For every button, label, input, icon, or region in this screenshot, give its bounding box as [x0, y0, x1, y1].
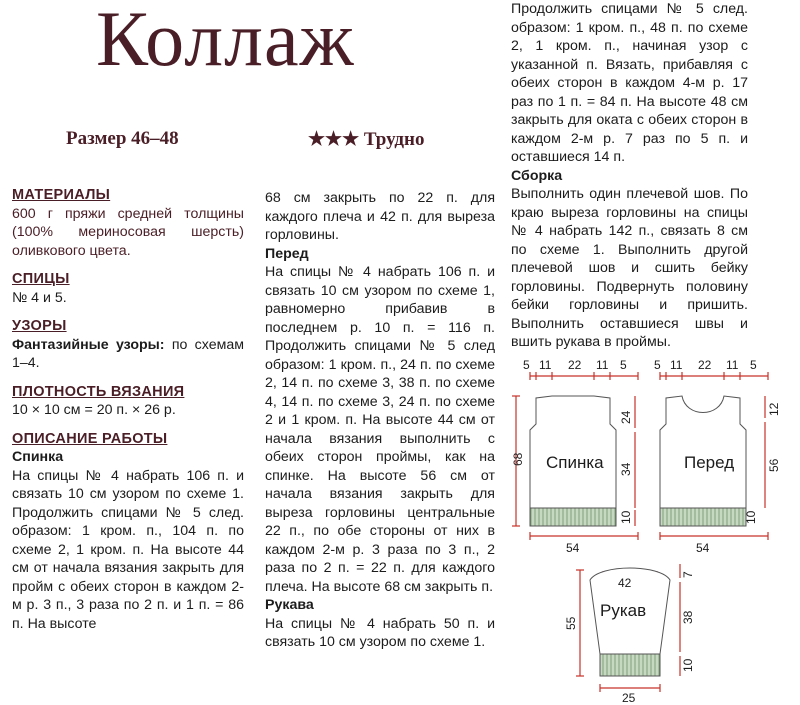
- sleeve-heading: Рукава: [265, 597, 314, 613]
- gauge-heading: ПЛОТНОСТЬ ВЯЗАНИЯ: [12, 383, 185, 400]
- description-heading: ОПИСАНИЕ РАБОТЫ: [12, 430, 168, 447]
- back-heading: Спинка: [12, 449, 64, 465]
- assembly-heading: Сборка: [511, 167, 563, 184]
- front-outline: [660, 396, 746, 508]
- front-dim-2: 11: [670, 358, 683, 372]
- back-text: На спицы № 4 набрать 106 п. и связать 10 см узором по схеме 1. Продолжить спицами № 5 след. образом: 1 кром. п., 104 п. по схеме 2, 1 кром. п. На высоте 44 см от начала вязания закрыть для пройм с обеих сторон в каждом 2-м р. 3 п., 3 раза по 2 п. и 1 п. = 86 п. На высоте: [12, 467, 244, 632]
- sleeve-height: 55: [564, 616, 578, 630]
- sleeve-body: 38: [681, 610, 695, 624]
- front-side: 56: [767, 458, 781, 472]
- front-heading: Перед: [265, 245, 309, 262]
- front-dim-4: 11: [726, 358, 739, 372]
- front-rib: [660, 508, 746, 526]
- column-2: [265, 189, 495, 652]
- size-label: Размер 46–48: [66, 128, 179, 149]
- front-width: 54: [696, 541, 710, 555]
- back-rib-height: 10: [619, 510, 633, 524]
- back-outline: [530, 396, 616, 508]
- needles-heading: СПИЦЫ: [12, 271, 70, 287]
- pattern-diagrams: [510, 358, 800, 705]
- front-rib-height: 10: [744, 510, 758, 524]
- back-height: 68: [511, 452, 525, 466]
- assembly-text: Выполнить один плечевой шов. По краю выреза горловины на спицы № 4 набрать 142 п., связать 8 см по схеме 1. Выполнить другой плечевой шов и сшить бейку горловины. Подвернуть половину бейки горловины и пришить. Выполнить оставшиеся швы и вшить рукава в проймы.: [511, 186, 748, 350]
- back-side-1: 24: [619, 410, 633, 424]
- needles-text: № 4 и 5.: [12, 289, 67, 306]
- back-dim-1: 5: [523, 358, 530, 372]
- front-dim-1: 5: [654, 358, 661, 372]
- sleeve-rib-height: 10: [681, 658, 695, 672]
- patterns-label: Фантазийные узоры:: [12, 336, 165, 353]
- blank-area: [0, 665, 235, 705]
- sleeve-text: На спицы № 4 набрать 50 п. и связать 10 см узором по схеме 1.: [265, 615, 495, 650]
- column-1: [12, 186, 244, 633]
- front-neck-depth: 12: [767, 402, 781, 416]
- front-dim-3: 22: [698, 358, 712, 372]
- difficulty-label: [308, 128, 425, 151]
- materials-heading: МАТЕРИАЛЫ: [12, 187, 111, 203]
- front-label: Перед: [684, 453, 735, 472]
- back-rib: [530, 508, 616, 526]
- back-dim-3: 22: [568, 358, 582, 372]
- back-dim-2: 11: [539, 358, 552, 372]
- back-text-continued: 68 см закрыть по 22 п. для каждого плеча и 42 п. для выреза горловины.: [265, 190, 495, 243]
- back-dim-4: 11: [596, 358, 609, 372]
- patterns-value: по схемам 1–4.: [12, 336, 244, 371]
- column-3: [511, 0, 748, 352]
- sleeve-text-continued: Продолжить спицами № 5 след. образом: 1 кром. п., 48 п. по схеме 2, 1 кром. п., начиная узор с указанной п. Вязать, прибавляя с обеих сторон в каждом 4-м р. 17 раз по 1 п. = 84 п. На высоте 48 см закрыть для оката с обеих сторон в каждом 2-м р. 7 раз по 5 п. и оставшиеся 14 п.: [511, 1, 748, 165]
- article-title: Коллаж: [96, 0, 355, 82]
- patterns-heading: УЗОРЫ: [12, 318, 67, 334]
- sleeve-cap: 7: [681, 571, 695, 578]
- sleeve-rib: [600, 654, 660, 676]
- materials-text: 600 г пряжи средней толщины (100% мериносовая шерсть) оливкового цвета.: [12, 205, 244, 259]
- front-text: На спицы № 4 набрать 106 п. и связать 10 см узором по схеме 1, равномерно прибавив в последнем р. 10 п. = 116 п. Продолжить спицами № 5 след образом: 1 кром. п., 24 п. по схеме 2, 14 п. по схеме 3, 38 п. по схеме 4, 14 п. по схеме 3, 24 п. по схеме 2 и 1 кром. п. На высоте 44 см от начала вязания выполнить с обеих сторон проймы, как на спинке. На высоте 56 см от начала вязания закрыть для выреза горловины центральные 22 п., по обе стороны от них в каждом 2-м р. 3 раза по 3 п., 2 раза по 2 п. = 22 п. для каждого плеча. На высоте 68 см закрыть п.: [265, 264, 495, 595]
- patterns-text: [12, 336, 244, 373]
- back-label: Спинка: [546, 453, 604, 472]
- back-side-2: 34: [619, 462, 633, 476]
- sleeve-bottom-width: 25: [622, 691, 636, 705]
- back-width: 54: [566, 541, 580, 555]
- front-dim-5: 5: [750, 358, 757, 372]
- back-dim-5: 5: [620, 358, 627, 372]
- difficulty-text: Трудно: [363, 129, 425, 150]
- sleeve-top-width: 42: [618, 576, 632, 590]
- sleeve-label: Рукав: [600, 601, 647, 620]
- gauge-text: 10 × 10 см = 20 п. × 26 р.: [12, 402, 176, 418]
- difficulty-stars: ★★★: [308, 129, 360, 150]
